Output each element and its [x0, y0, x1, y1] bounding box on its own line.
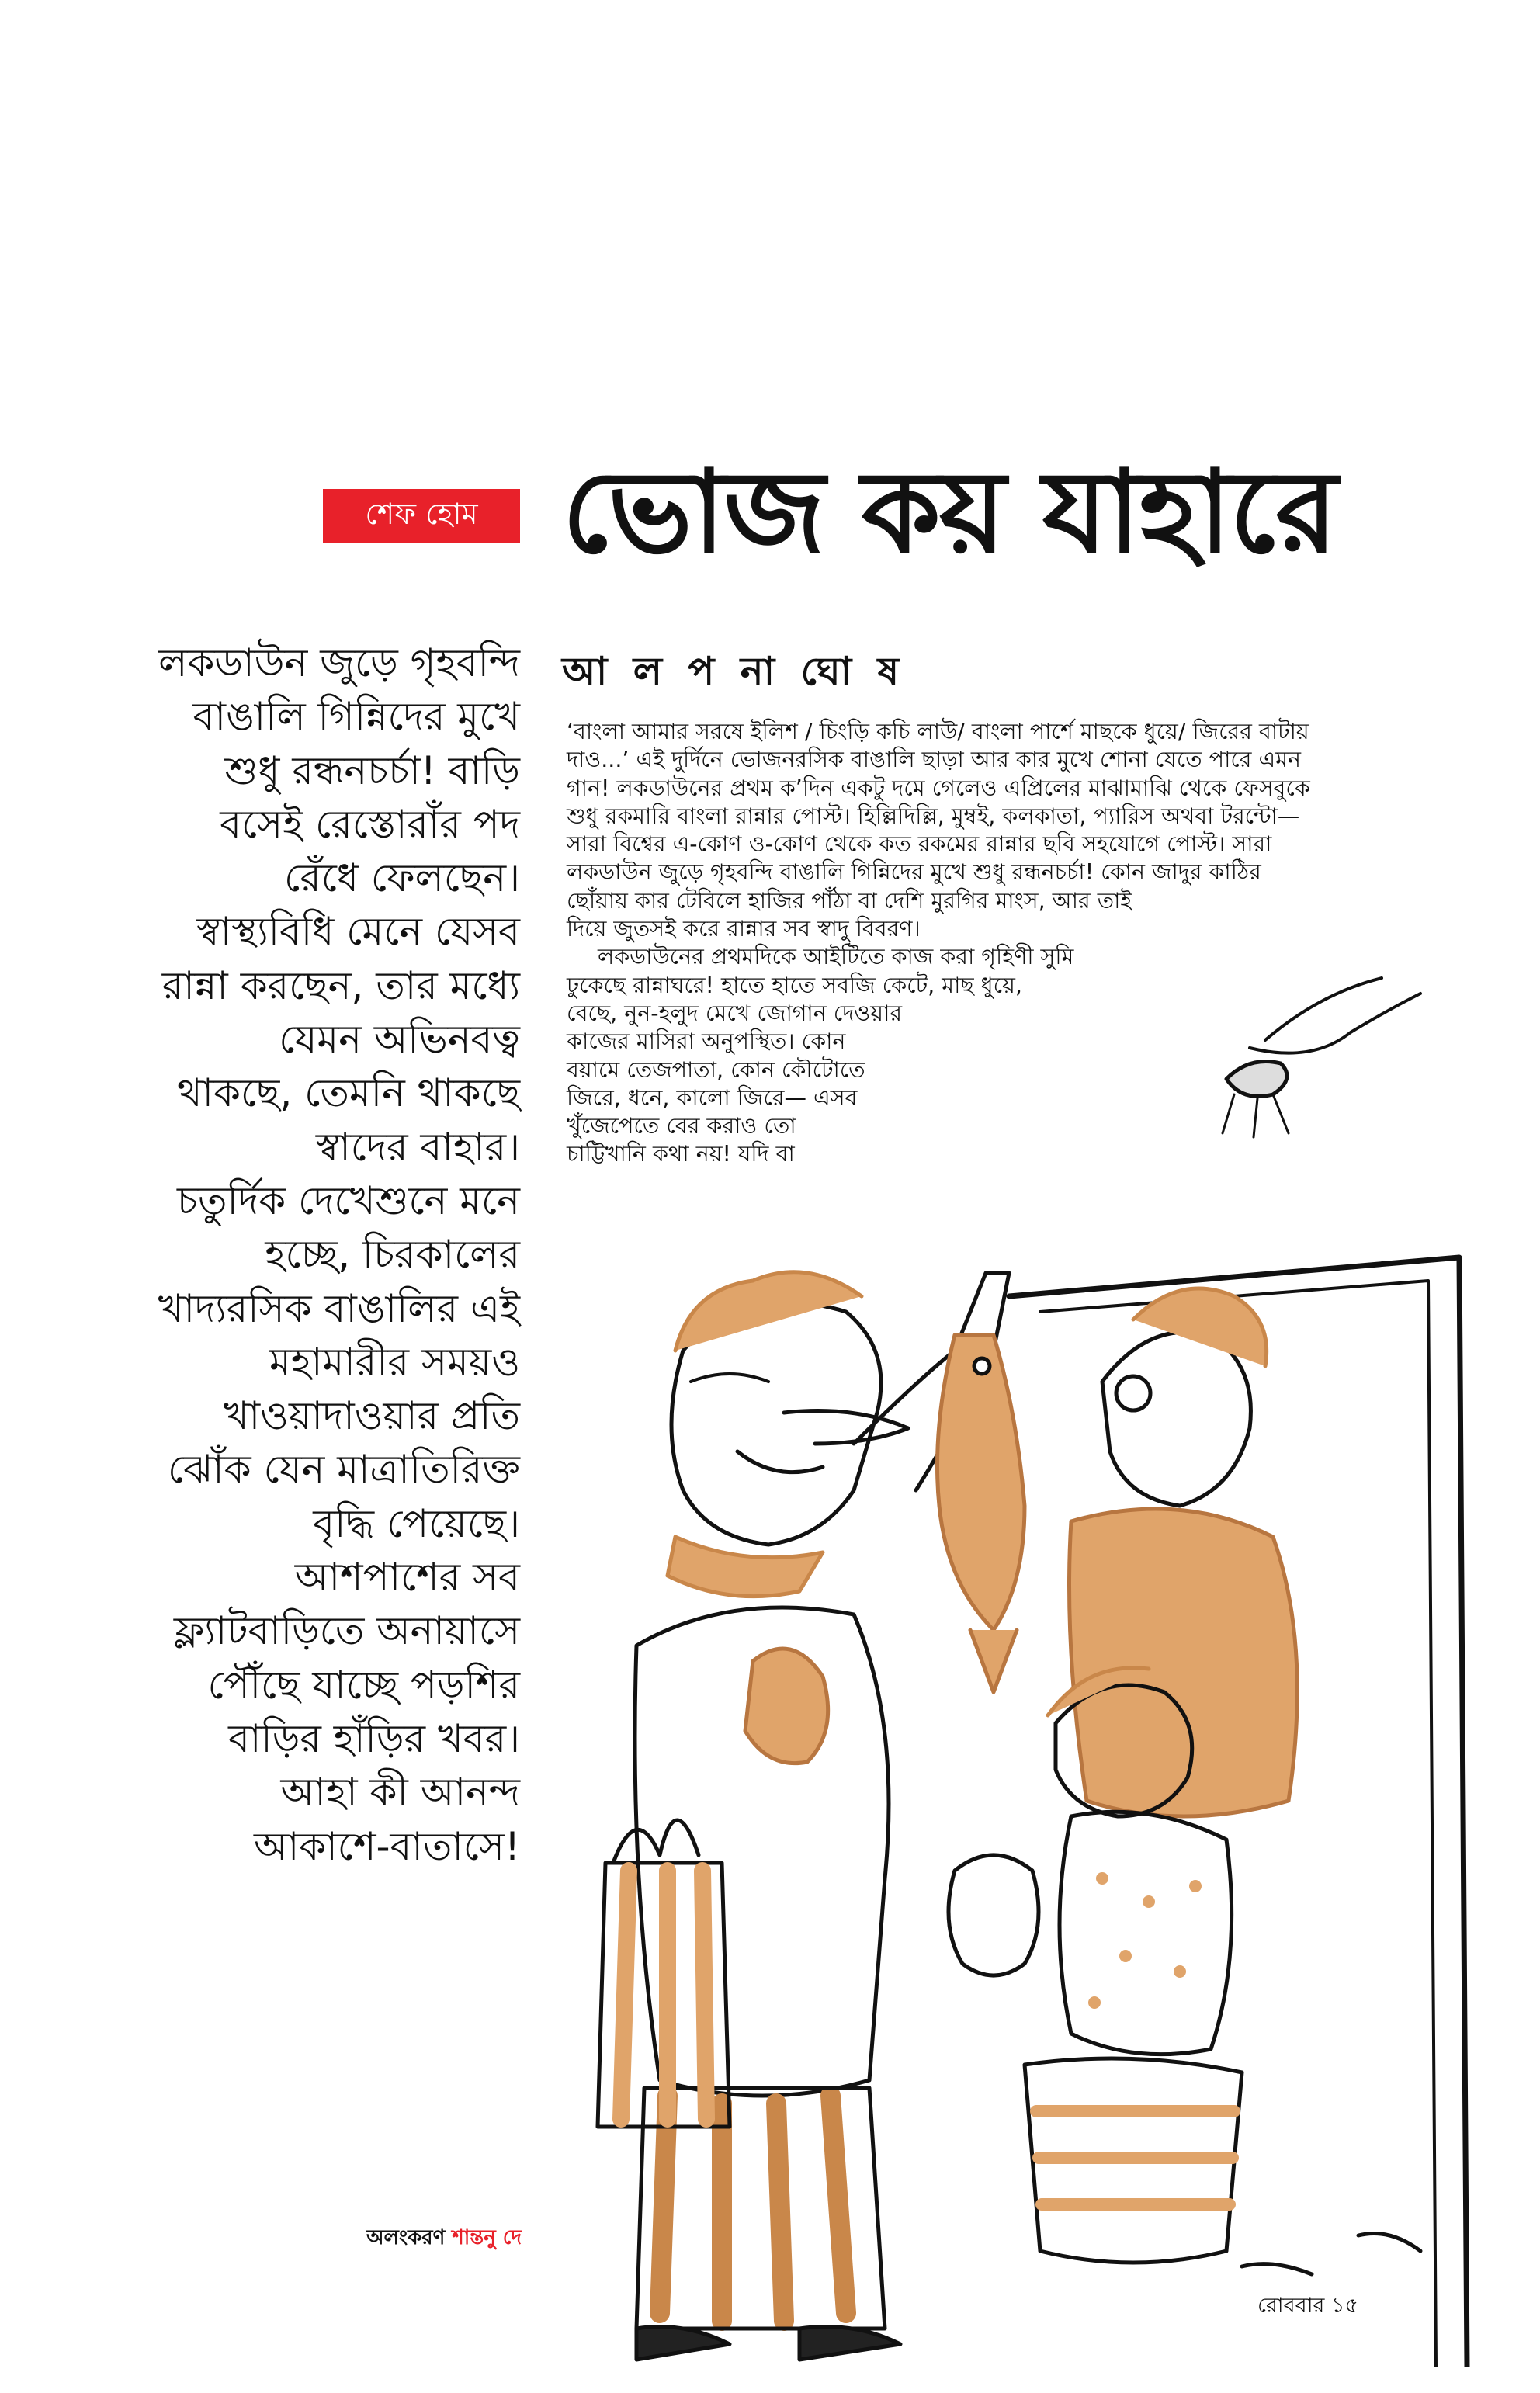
- standfirst-line: ঝোঁক যেন মাত্রাতিরিক্ত: [167, 1447, 520, 1493]
- body-line: ঢুকেছে রান্নাঘরে! হাতে হাতে সবজি কেটে, মাছ ধুয়ে,: [567, 972, 1022, 998]
- standfirst-line: হচ্ছে, চিরকালের: [265, 1232, 520, 1278]
- body-line: খুঁজেপেতে বের করাও তো: [567, 1113, 796, 1139]
- standfirst-line: বাঙালি গিন্নিদের মুখে: [192, 694, 520, 740]
- standfirst-line: রেঁধে ফেলছেন।: [284, 855, 520, 901]
- standfirst-line: মহামারীর সময়ও: [269, 1339, 520, 1385]
- body-line: গান! লকডাউনের প্রথম ক’দিন একটু দমে গেলেও এপ্রিলের মাঝামাঝি থেকে ফেসবুকে: [567, 775, 1310, 801]
- body-line: জিরে, ধনে, কালো জিরে— এসব: [567, 1084, 858, 1111]
- headline: ভোজ কয় যাহারে: [562, 446, 1337, 578]
- credit-artist: শান্তনু দে: [452, 2226, 522, 2249]
- illustration-credit: [326, 2221, 522, 2256]
- section-badge: শেফ হোম: [323, 489, 520, 543]
- standfirst-line: আকাশে-বাতাসে!: [253, 1823, 520, 1869]
- body-line: কাজের মাসিরা অনুপস্থিত। কোন: [567, 1028, 846, 1055]
- standfirst-line: রান্না করছেন, তার মধ্যে: [161, 962, 520, 1008]
- body-line: বয়ামে তেজপাতা, কোন কৌটোতে: [567, 1056, 865, 1083]
- standfirst-line: স্বাস্থ্যবিধি মেনে যেসব: [196, 909, 520, 955]
- standfirst-line: ফ্ল্যাটবাড়িতে অনায়াসে: [173, 1608, 520, 1654]
- body-line: লকডাউনের প্রথমদিকে আইটিতে কাজ করা গৃহিণী সুমি: [598, 944, 1074, 970]
- standfirst-line: শুধু রন্ধনচর্চা! বাড়ি: [224, 747, 520, 793]
- body-line: দাও...’ এই দুর্দিনে ভোজনরসিক বাঙালি ছাড়া আর কার মুখে শোনা যেতে পারে এমন: [567, 747, 1302, 773]
- standfirst-line: পৌঁছে যাচ্ছে পড়শির: [207, 1662, 520, 1708]
- standfirst-line: বৃদ্ধি পেয়েছে।: [313, 1500, 520, 1546]
- body-line: শুধু রকমারি বাংলা রান্নার পোস্ট। হিল্লিদিল্লি, মুম্বই, কলকাতা, প্যারিস অথবা টরন্টো—: [567, 803, 1300, 829]
- standfirst-line: স্বাদের বাহার।: [315, 1124, 520, 1170]
- body-line: লকডাউন জুড়ে গৃহবন্দি বাঙালি গিন্নিদের মুখে শুধু রন্ধনচর্চা! কোন জাদুর কাঠির: [567, 859, 1261, 886]
- page-folio: রোববার ১৫: [1257, 2294, 1358, 2318]
- body-line: ‘বাংলা আমার সরষে ইলিশ / চিংড়ি কচি লাউ/ বাংলা পার্শে মাছকে ধুয়ে/ জিরের বাটায়: [567, 719, 1309, 744]
- family-with-fish-drawing-icon: [590, 947, 1490, 2367]
- standfirst: [116, 636, 520, 1874]
- standfirst-line: থাকছে, তেমনি থাকছে: [177, 1070, 520, 1116]
- credit-label: অলংকরণ: [366, 2226, 446, 2249]
- body-line: চাট্টিখানি কথা নয়! যদি বা: [567, 1141, 795, 1167]
- body-line: ছোঁয়ায় কার টেবিলে হাজির পাঁঠা বা দেশি মুরগির মাংস, আর তাই: [567, 887, 1132, 914]
- standfirst-line: খাদ্যরসিক বাঙালির এই: [158, 1285, 520, 1331]
- standfirst-line: আহা কী আনন্দ: [280, 1770, 520, 1816]
- author-byline: আ ল প না ঘো ষ: [562, 649, 906, 694]
- standfirst-line: খাওয়াদাওয়ার প্রতি: [223, 1393, 520, 1439]
- standfirst-line: বসেই রেস্তোরাঁর পদ: [220, 801, 520, 847]
- body-line: দিয়ে জুতসই করে রান্নার সব স্বাদু বিবরণ।: [567, 916, 921, 942]
- body-line: সারা বিশ্বের এ-কোণ ও-কোণ থেকে কত রকমের রান্নার ছবি সহযোগে পোস্ট। সারা: [567, 831, 1272, 858]
- standfirst-line: লকডাউন জুড়ে গৃহবন্দি: [158, 640, 520, 685]
- body-line: বেছে, নুন-হলুদ মেখে জোগান দেওয়ার: [567, 1000, 903, 1026]
- standfirst-line: যেমন অভিনবত্ব: [279, 1017, 520, 1063]
- standfirst-line: চতুর্দিক দেখেশুনে মনে: [177, 1177, 520, 1223]
- standfirst-line: আশপাশের সব: [294, 1555, 520, 1601]
- standfirst-line: বাড়ির হাঁড়ির খবর।: [228, 1715, 520, 1761]
